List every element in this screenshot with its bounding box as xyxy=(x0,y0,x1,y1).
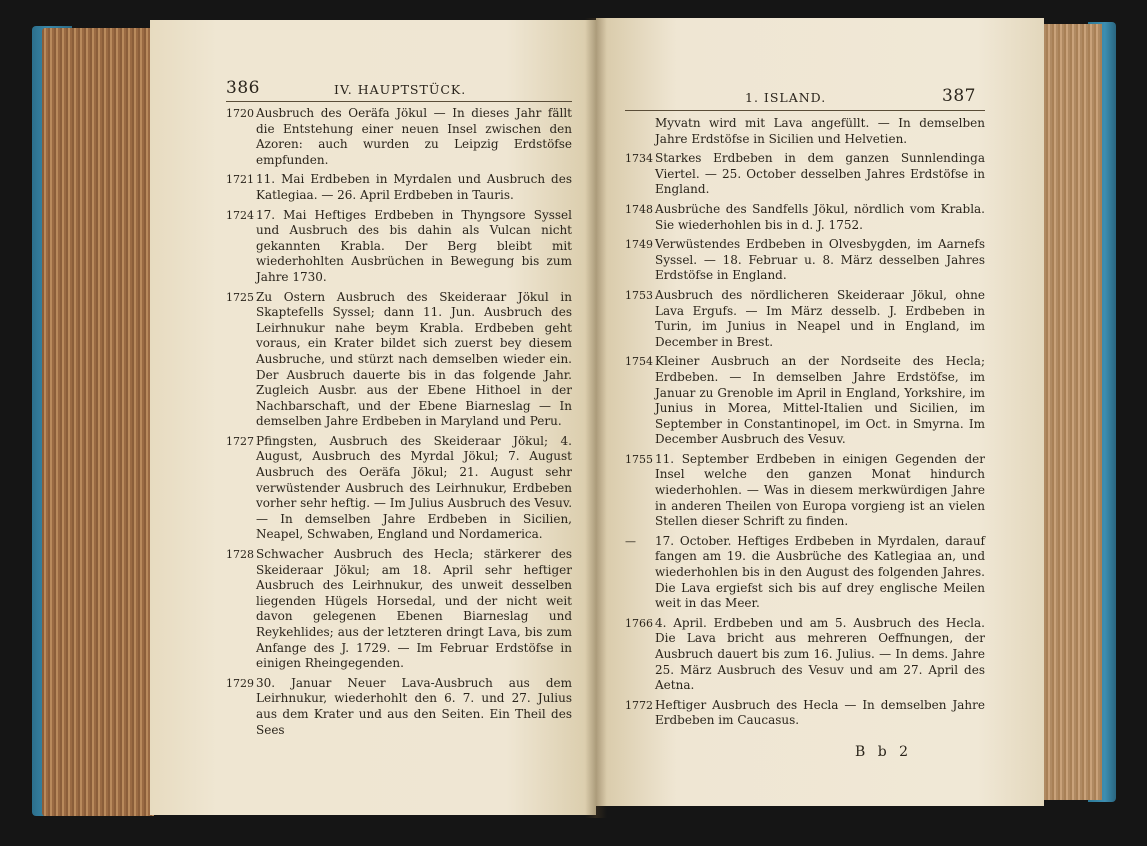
entry-year: 1729 xyxy=(226,676,254,690)
chronicle-entry xyxy=(625,237,985,284)
entry-year: 1734 xyxy=(625,152,653,166)
entry-text: Heftiger Ausbruch des Hecla — In demselben Jahre Erdbeben im Caucasus. xyxy=(655,697,985,728)
entry-year: 1754 xyxy=(625,355,653,369)
chronicle-entry xyxy=(226,106,572,168)
entry-year: 1753 xyxy=(625,288,653,302)
left-header-rule xyxy=(226,101,572,102)
entry-year: 1766 xyxy=(625,616,653,630)
chronicle-entry xyxy=(226,208,572,286)
chronicle-entry xyxy=(625,151,985,198)
chronicle-entry xyxy=(625,534,985,612)
entry-year: 1721 xyxy=(226,173,254,187)
left-page-edges xyxy=(42,28,154,816)
entry-year: 1755 xyxy=(625,452,653,466)
left-page-number: 386 xyxy=(226,78,260,98)
entry-year: 1728 xyxy=(226,548,254,562)
entry-text: 4. April. Erdbeben und am 5. Ausbruch des Hecla. Die Lava bricht aus mehreren Oeffnungen, der Ausbruch dauert bis zum 16. Julius. — In dems. Jahre 25. März Ausbruch des Vesuv und am 27. April des Aetna. xyxy=(655,615,985,693)
entry-year: — xyxy=(625,534,636,548)
chronicle-entry xyxy=(625,354,985,448)
chronicle-entry xyxy=(625,116,985,147)
entry-text: Kleiner Ausbruch an der Nordseite des Hecla; Erdbeben. — In demselben Jahre Erdstöfse, im Januar zu Grenoble im April in England, Yorkshire, im Junius in Morea, Mittel-Italien und Sicilien, im September in Constantinopel, im Oct. in Smyrna. Im December Ausbruch des Vesuv. xyxy=(655,354,985,447)
right-page-number: 387 xyxy=(942,86,976,106)
chronicle-entry xyxy=(226,676,572,738)
chronicle-entry xyxy=(226,434,572,543)
entry-year: 1725 xyxy=(226,290,254,304)
entry-year: 1720 xyxy=(226,107,254,120)
entry-year: 1748 xyxy=(625,202,653,216)
chronicle-entry xyxy=(625,698,985,729)
entry-text: Ausbruch des Oeräfa Jökul — In dieses Jahr fällt die Entstehung einer neuen Insel zwischen den Azoren: auch wurden zu Leipzig Erdstöfse empfunden. xyxy=(256,106,572,167)
right-page-edges xyxy=(1040,24,1102,800)
entry-text: Pfingsten, Ausbruch des Skeideraar Jökul; 4. August, Ausbruch des Myrdal Jökul; 7. August Ausbruch des Oeräfa Jökul; 21. August sehr verwüstender Ausbruch des Leirhnukur, Erdbeben vorher sehr heftig. — Im Julius Ausbruch des Vesuv. — In demselben Jahre Erdbeben in Sicilien, Neapel, Schwaben, England und Nordamerica. xyxy=(256,433,573,542)
book-gutter xyxy=(585,18,607,818)
right-running-head: 1. ISLAND. xyxy=(745,90,827,105)
left-running-head: IV. HAUPTSTÜCK. xyxy=(334,82,467,97)
entry-text: Zu Ostern Ausbruch des Skeideraar Jökul in Skaptefells Syssel; dann 11. Jun. Ausbruch des Leirhnukur nahe beym Krabla. Erdbeben geht voraus, ein Krater bildet sich zuerst bey diesem Ausbruche, und stürzt nach demselben wieder ein. Der Ausbruch dauerte bis in das folgende Jahr. Zugleich Ausbr. aus der Ebene Hithoel in der Nachbarschaft, und der Ebene Biarneslag — In demselben Jahre Erdbeben in Maryland und Peru. xyxy=(256,289,572,429)
signature-mark: B b 2 xyxy=(855,744,913,760)
entry-text: 17. October. Heftiges Erdbeben in Myrdalen, darauf fangen am 19. die Ausbrüche des Katlegiaa an, und wiederhohlen bis in den August des folgenden Jahres. Die Lava ergiefst sich bis auf drey englische Meilen weit in das Meer. xyxy=(655,533,985,611)
entry-text: 11. September Erdbeben in einigen Gegenden der Insel welche den ganzen Monat hindurch wiederhohlen. — Was in diesem merkwürdigen Jahre in anderen Theilen von Europa vorgieng ist an vielen Stellen dieser Schrift zu finden. xyxy=(655,451,985,529)
entry-year: 1727 xyxy=(226,434,254,448)
entry-year: 1772 xyxy=(625,698,653,712)
chronicle-entry xyxy=(625,452,985,530)
entry-text: Ausbruch des nördlicheren Skeideraar Jökul, ohne Lava Ergufs. — Im März desselb. J. Erdbeben in Turin, im Junius in Neapel und in England, im December in Brest. xyxy=(655,287,985,349)
entry-text: Starkes Erdbeben in dem ganzen Sunnlendinga Viertel. — 25. October desselben Jahres Erdstöfse in England. xyxy=(655,151,985,197)
chronicle-entry xyxy=(625,288,985,350)
chronicle-entry xyxy=(625,202,985,233)
chronicle-entry xyxy=(226,547,572,672)
right-header-rule xyxy=(625,110,985,111)
entry-text: Verwüstendes Erdbeben in Olvesbygden, im Aarnefs Syssel. — 18. Februar u. 8. März desselben Jahres Erdstöfse in England. xyxy=(655,237,985,283)
chronicle-entry xyxy=(226,290,572,430)
chronicle-entry xyxy=(625,616,985,694)
left-text-column xyxy=(226,106,572,742)
chronicle-entry xyxy=(226,172,572,203)
entry-year: 1724 xyxy=(226,208,254,222)
entry-text: 11. Mai Erdbeben in Myrdalen und Ausbruch des Katlegiaa. — 26. April Erdbeben in Tauris. xyxy=(256,172,572,202)
entry-text: Ausbrüche des Sandfells Jökul, nördlich vom Krabla. Sie wiederhohlen bis in d. J. 1752. xyxy=(655,201,985,232)
entry-text: 17. Mai Heftiges Erdbeben in Thyngsore Syssel und Ausbruch des bis dahin als Vulcan nicht gekannten Krabla. Der Berg bleibt mit wiederhohlten Ausbrüchen in Bewegung bis zum Jahre 1730. xyxy=(256,207,572,284)
entry-text: Myvatn wird mit Lava angefüllt. — In demselben Jahre Erdstöfse in Sicilien und Helvetien. xyxy=(655,116,985,146)
right-text-column xyxy=(625,116,985,733)
entry-text: Schwacher Ausbruch des Hecla; stärkerer des Skeideraar Jökul; am 18. April sehr heftiger Ausbruch des Leirhnukur, des unweit desselben liegenden Hügels Horsedal, und der nicht weit davon gelegenen Ebenen Biarneslag und Reykehlides; aus der letzteren dringt Lava, bis zum Anfange des J. 1729. — Im Februar Erdstöfse in einigen Rheingegenden. xyxy=(256,547,572,671)
entry-text: 30. Januar Neuer Lava-Ausbruch aus dem Leirhnukur, wiederhohlt den 6. 7. und 27. Julius aus dem Krater und aus den Seiten. Ein Theil des Sees xyxy=(256,675,572,737)
entry-year: 1749 xyxy=(625,238,653,252)
